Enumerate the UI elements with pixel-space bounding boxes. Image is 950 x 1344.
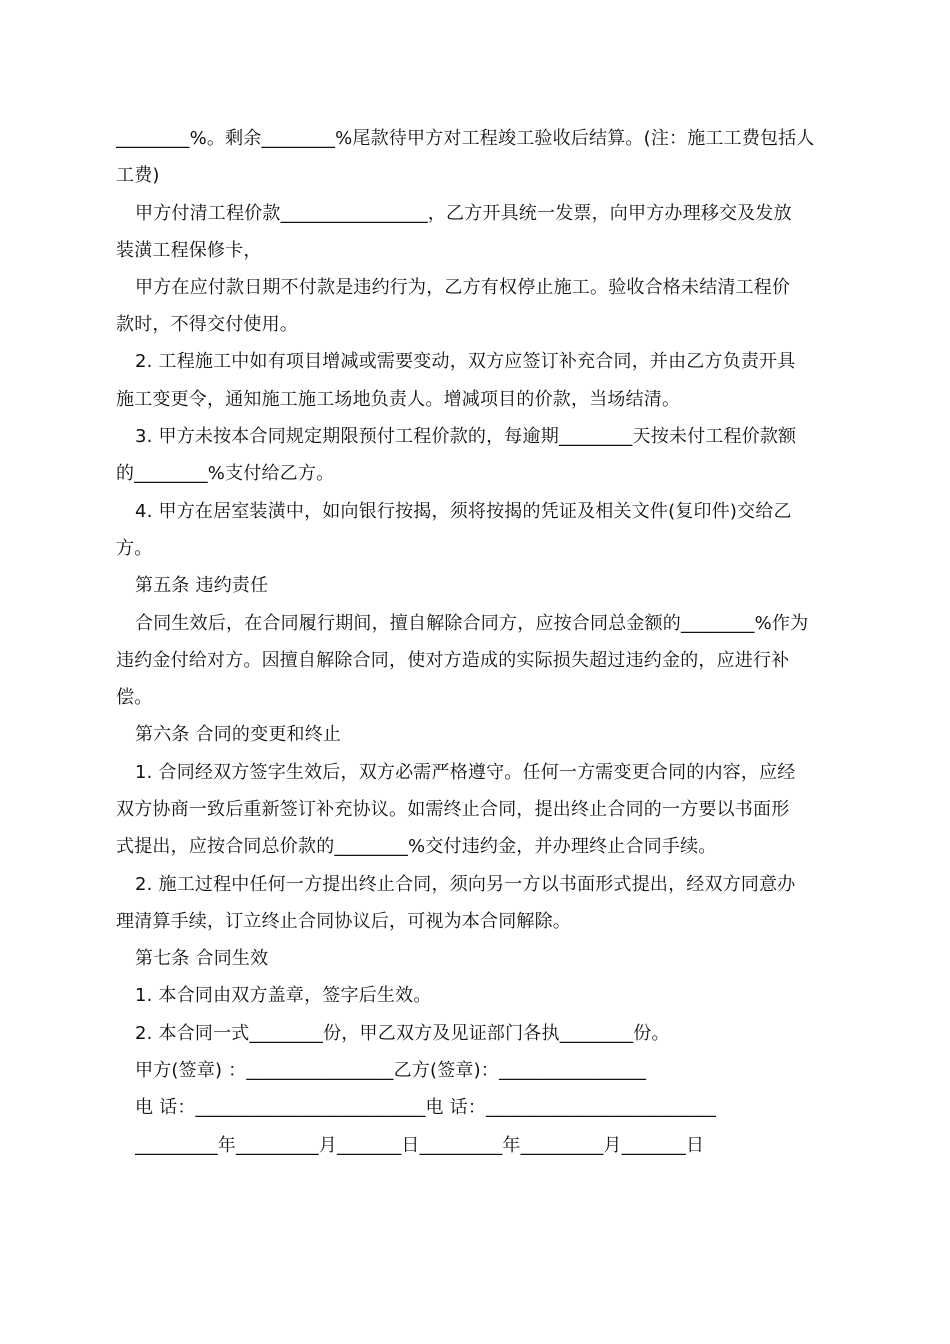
payment-terms-line: ________%。剩余________%尾款待甲方对工程竣工验收后结算。(注：施工工费包括人 <box>116 128 815 149</box>
payment-terms-line: 装潢工程保修卡， <box>116 240 262 261</box>
clause-item: 合同生效后，在合同履行期间，擅自解除合同方，应按合同总金额的________%作为 <box>135 613 809 634</box>
payment-terms-line: 款时，不得交付使用。 <box>116 314 298 335</box>
clause-item: 双方协商一致后重新签订补充协议。如需终止合同，提出终止合同的一方要以书面形 <box>116 799 790 820</box>
clause-item: 方。 <box>116 538 153 559</box>
clause-item: 2. 工程施工中如有项目增减或需要变动，双方应签订补充合同，并由乙方负责开具 <box>135 351 796 372</box>
section-heading: 第七条 合同生效 <box>135 948 269 969</box>
clause-item: 违约金付给对方。因擅自解除合同，使对方造成的实际损失超过违约金的，应进行补 <box>116 650 790 671</box>
date-line: _________年_________月_______日_________年_________月_______日 <box>135 1135 705 1156</box>
clause-item: 4. 甲方在居室装潢中，如向银行按揭，须将按揭的凭证及相关文件(复印件)交给乙 <box>135 501 792 522</box>
clause-item: 2. 施工过程中任何一方提出终止合同，须向另一方以书面形式提出，经双方同意办 <box>135 874 796 895</box>
clause-item: 1. 合同经双方签字生效后，双方必需严格遵守。任何一方需变更合同的内容，应经 <box>135 762 796 783</box>
clause-item: 3. 甲方未按本合同规定期限预付工程价款的，每逾期________天按未付工程价款额 <box>135 426 797 447</box>
clause-item: 式提出，应按合同总价款的________%交付违约金，并办理终止合同手续。 <box>116 836 717 857</box>
section-heading: 第五条 违约责任 <box>135 575 269 596</box>
phone-line: 电 话：_________________________电 话：_________________________ <box>135 1097 717 1118</box>
clause-item: 施工变更令，通知施工施工场地负责人。增减项目的价款，当场结清。 <box>116 389 681 410</box>
clause-item: 偿。 <box>116 687 153 708</box>
clause-item: 的________%支付给乙方。 <box>116 463 335 484</box>
payment-terms-line: 工费) <box>116 165 160 186</box>
signature-line: 甲方(签章) ：________________乙方(签章)：________________ <box>135 1060 647 1081</box>
section-heading: 第六条 合同的变更和终止 <box>135 724 342 745</box>
clause-item: 1. 本合同由双方盖章，签字后生效。 <box>135 985 432 1006</box>
payment-terms-line: 甲方在应付款日期不付款是违约行为，乙方有权停止施工。验收合格未结清工程价 <box>135 277 791 298</box>
payment-terms-line: 甲方付清工程价款________________，乙方开具统一发票，向甲方办理移交及发放 <box>135 203 792 224</box>
clause-item: 理清算手续，订立终止合同协议后，可视为本合同解除。 <box>116 911 571 932</box>
clause-item: 2. 本合同一式________份，甲乙双方及见证部门各执________份。 <box>135 1023 670 1044</box>
